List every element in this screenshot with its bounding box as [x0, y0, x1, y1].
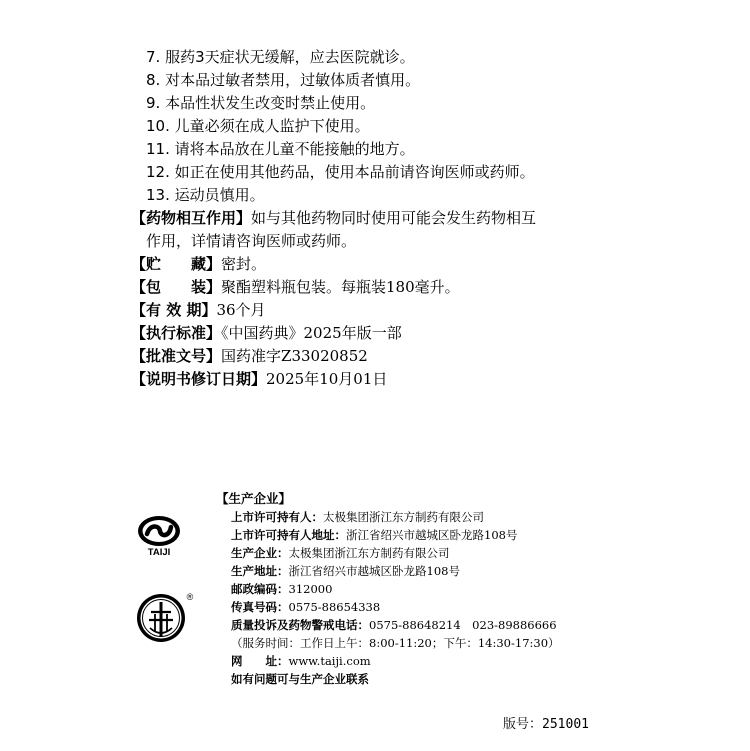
- section-value: 如与其他药物同时使用可能会发生药物相互: [251, 209, 537, 227]
- section-value: 《中国药典》2025年版一部: [221, 324, 402, 342]
- section-label: 【说明书修订日期】: [131, 370, 267, 388]
- contact-line: 如有问题可与生产企业联系: [231, 672, 369, 686]
- section-revision: [131, 370, 387, 388]
- section-standard: [131, 324, 402, 342]
- taiji-logo-icon: [133, 513, 185, 557]
- section-value: 36个月: [216, 301, 266, 319]
- company-line: 生产企业：太极集团浙江东方制药有限公司: [231, 546, 450, 560]
- holder-address-line: 上市许可持有人地址：浙江省绍兴市越城区卧龙路108号: [231, 528, 518, 542]
- section-value: 聚酯塑料瓶包装。每瓶装180毫升。: [221, 278, 460, 296]
- manufacturer-heading: 【生产企业】: [216, 491, 292, 506]
- section-label: 【有 效 期】: [131, 301, 217, 319]
- caution-item: 10. 儿童必须在成人监护下使用。: [146, 117, 370, 135]
- section-value: 密封。: [221, 255, 267, 273]
- section-label: 【执行标准】: [131, 324, 222, 342]
- section-label: 【贮 藏】: [131, 255, 222, 273]
- section-validity: [131, 301, 266, 319]
- section-label: 【包 装】: [131, 278, 222, 296]
- caution-item: 13. 运动员慎用。: [146, 186, 265, 204]
- seal-emblem-icon: [135, 590, 195, 646]
- caution-item: 7. 服药3天症状无缓解，应去医院就诊。: [146, 48, 415, 66]
- section-value: 2025年10月01日: [266, 370, 388, 388]
- section-package: [131, 278, 460, 296]
- section-approval: [131, 347, 368, 365]
- section-value: 国药准字Z33020852: [221, 347, 368, 365]
- section-storage: [131, 255, 266, 273]
- address-line: 生产地址：浙江省绍兴市越城区卧龙路108号: [231, 564, 460, 578]
- caution-item: 11. 请将本品放在儿童不能接触的地方。: [146, 140, 415, 158]
- caution-item: 9. 本品性状发生改变时禁止使用。: [146, 94, 376, 112]
- version-number: 版号：251001: [503, 717, 589, 732]
- fax-line: 传真号码：0575-88654338: [231, 600, 381, 614]
- zip-line: 邮政编码：312000: [231, 582, 333, 596]
- caution-item: 8. 对本品过敏者禁用，过敏体质者慎用。: [146, 71, 421, 89]
- complaint-line: 质量投诉及药物警戒电话：0575-88648214 023-89886666: [231, 618, 557, 632]
- section-label: 【批准文号】: [131, 347, 222, 365]
- logo-wordmark: TAIJI: [147, 547, 171, 557]
- caution-item: 12. 如正在使用其他药品，使用本品前请咨询医师或药师。: [146, 163, 535, 181]
- section-label: 【药物相互作用】: [131, 209, 252, 227]
- section-interaction: [131, 209, 536, 227]
- registered-mark: ®: [186, 592, 194, 602]
- section-interaction-continuation: 作用，详情请咨询医师或药师。: [146, 232, 357, 250]
- holder-line: 上市许可持有人：太极集团浙江东方制药有限公司: [231, 510, 484, 524]
- website-line: 网 址：www.taiji.com: [231, 654, 371, 668]
- service-hours-line: （服务时间：工作日上午：8:00-11:20；下午：14:30-17:30）: [231, 636, 560, 650]
